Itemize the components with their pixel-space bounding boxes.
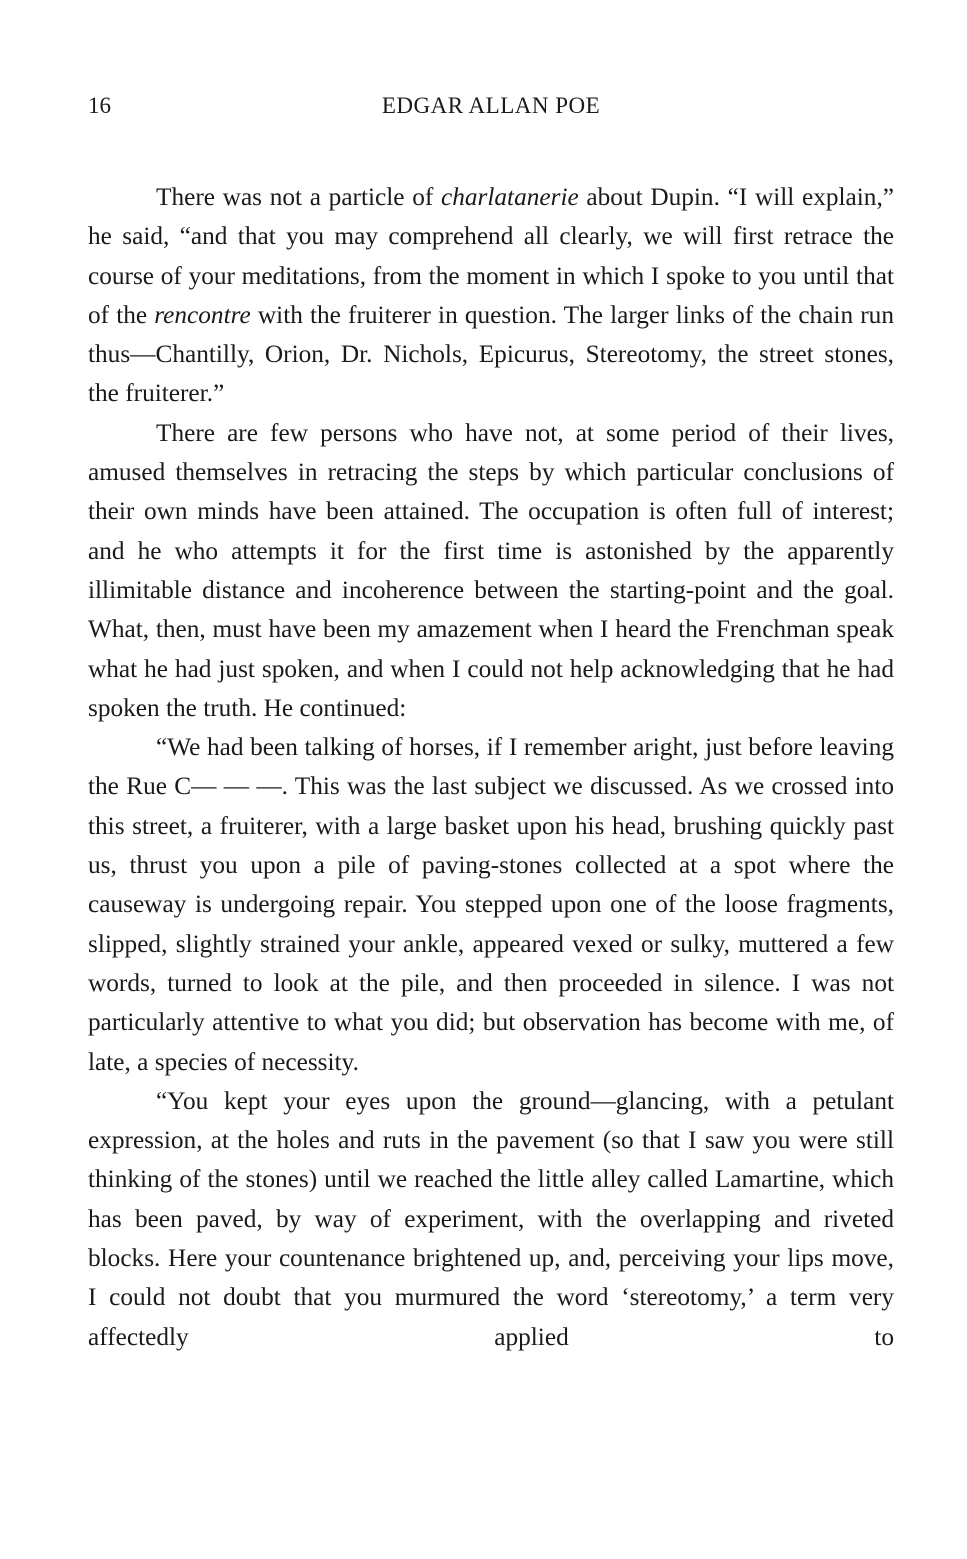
running-head bbox=[88, 88, 894, 124]
book-author: EDGAR ALLAN POE bbox=[381, 93, 601, 118]
paragraph: “You kept your eyes upon the ground—glancing, with a petulant expression, at the holes and ruts in the pavement (so that I saw you were still thinking of the stones) until we reached the little alley called Lamartine, which has been paved, by way of experiment, with the overlapping and riveted blocks. Here your countenance brightened up, and, perceiving your lips move, I could not doubt that you murmured the word ‘stereotomy,’ a term very affectedly applied to bbox=[88, 1086, 894, 1351]
italic-term: charlatanerie bbox=[441, 183, 579, 211]
page-number: 16 bbox=[88, 93, 111, 118]
paragraph-text: about Dupin. “I will explain,” he said, “and that you may comprehend all clearly, we will first retrace the course of your meditations, from the moment in which I spoke to you until that of the bbox=[88, 183, 895, 329]
paragraph: There are few persons who have not, at some period of their lives, amused themselves in retracing the steps by which particular conclusions of their own minds have been attained. The occupation is often full of interest; and he who attempts it for the first time is astonished by the apparently illimitable distance and incoherence between the starting-point and the goal. What, then, must have been my amazement when I heard the Frenchman speak what he had just spoken, and when I could not help acknowledging that he had spoken the truth. He continued: bbox=[88, 418, 894, 722]
paragraph bbox=[88, 178, 894, 414]
paragraph-text: with the fruiterer in question. The larger links of the chain run thus—Chantilly, Orion, Dr. Nichols, Epicurus, Stereotomy, the street stones, the fruiterer.” bbox=[88, 300, 894, 408]
body-text bbox=[88, 178, 894, 1357]
paragraph: “We had been talking of horses, if I remember aright, just before leaving the Rue C— — —. This was the last subject we discussed. As we crossed into this street, a fruiterer, with a large basket upon his head, brushing quickly past us, thrust you upon a pile of paving-stones collected at a spot where the causeway is undergoing repair. You stepped upon one of the loose fragments, slipped, slightly strained your ankle, appeared vexed or sulky, muttered a few words, turned to look at the pile, and then proceeded in silence. I was not particularly attentive to what you did; but observation has become with me, of late, a species of necessity. bbox=[88, 733, 894, 1076]
italic-term: rencontre bbox=[154, 300, 251, 329]
paragraph-text: There was not a particle of bbox=[156, 183, 442, 211]
